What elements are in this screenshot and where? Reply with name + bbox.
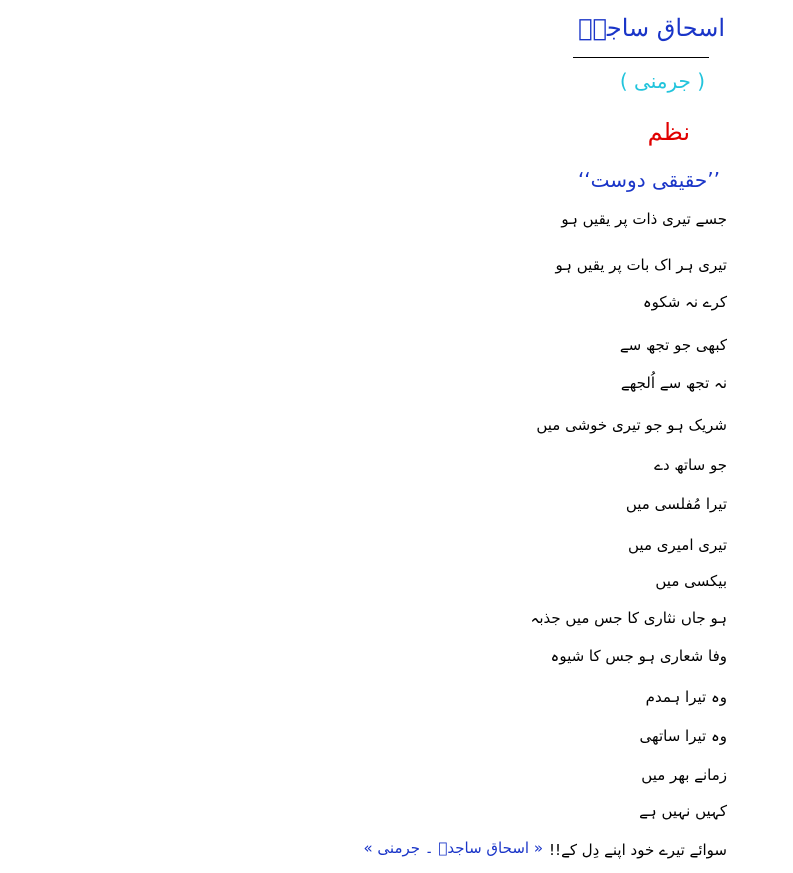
poem-line: جو ساتھ دے: [654, 456, 727, 474]
author-country: ( جرمنی ): [619, 69, 705, 93]
poem-line: کبھی جو تجھ سے: [619, 336, 727, 354]
poem-line: جسے تیری ذات پر یقیں ہو: [561, 210, 727, 228]
poem-line: تیرا مُفلسی میں: [625, 495, 727, 513]
poem-line: ہو جاں نثاری کا جس میں جذبہ: [530, 609, 727, 627]
poem-line: بیکسی میں: [655, 572, 727, 590]
poem-line: نہ تجھ سے اُلجھے: [620, 374, 727, 392]
header-divider: [573, 57, 709, 58]
poem-line: تیری امیری میں: [628, 536, 727, 554]
author-signature: « اسحاق ساجدؔ ۔ جرمنی »: [363, 839, 543, 857]
poem-line: وفا شعاری ہو جس کا شیوہ: [550, 647, 727, 665]
author-name: اسحاق ساجدؔ: [578, 14, 725, 42]
poem-last-line: سوائے تیرے خود اپنے دِل کے!!: [549, 841, 727, 859]
poem-line: کرے نہ شکوہ: [642, 293, 727, 311]
poem-title: ’’حقیقی دوست‘‘: [577, 168, 720, 192]
poem-line: وہ تیرا ہمدم: [645, 688, 727, 706]
poem-line: تیری ہر اک بات پر یقیں ہو: [555, 256, 727, 274]
poem-line: وہ تیرا ساتھی: [639, 727, 727, 745]
poem-line: زمانے بھر میں: [641, 766, 727, 784]
poem-line: شریک ہو جو تیری خوشی میں: [536, 416, 727, 434]
genre-label: نظم: [647, 118, 690, 146]
poem-line: کہیں نہیں ہے: [639, 802, 727, 820]
